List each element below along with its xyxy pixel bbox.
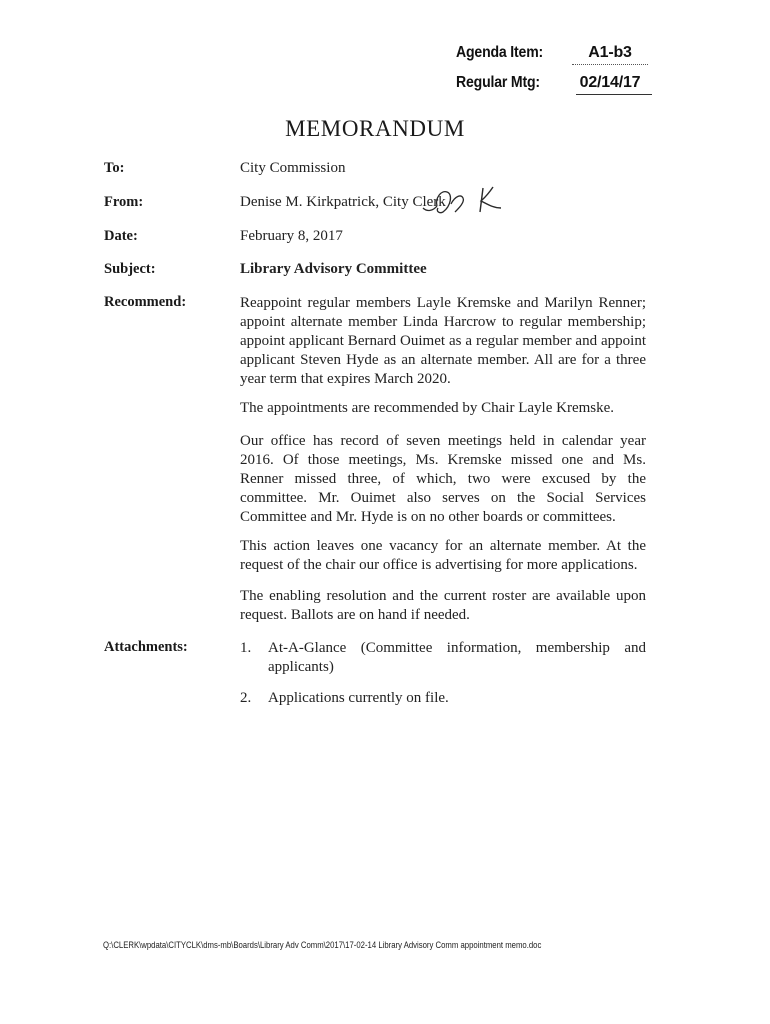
recommend-paragraph-vacancy (240, 537, 646, 575)
recommend-label: Recommend: (104, 294, 187, 310)
text-line: Our office has record of seven meetings held in calendar year (240, 433, 646, 449)
recommend-paragraph-chair (240, 399, 646, 418)
recommend-paragraph-appointments (240, 294, 646, 389)
date-label: Date: (104, 228, 138, 244)
regular-meeting-underline (576, 94, 652, 95)
attachment-text (268, 639, 646, 677)
agenda-item-label: Agenda Item: (456, 44, 544, 61)
regular-meeting-label: Regular Mtg: (456, 74, 540, 91)
clerk-initials-signature (421, 184, 505, 218)
text-line: applicant Steven Hyde as an alternate member. All are for a three (240, 352, 646, 368)
text-line: 2016. Of those meetings, Ms. Kremske missed one and Ms. (240, 452, 646, 468)
date-value: February 8, 2017 (240, 228, 343, 244)
memo-title: MEMORANDUM (285, 116, 465, 141)
attachments-label: Attachments: (104, 639, 188, 655)
subject-label: Subject: (104, 261, 156, 277)
to-value: City Commission (240, 160, 346, 176)
from-label: From: (104, 194, 144, 210)
to-label: To: (104, 160, 125, 176)
from-value: Denise M. Kirkpatrick, City Clerk (240, 194, 446, 210)
text-line: Renner missed three, of which, two were excused by the (240, 471, 646, 487)
text-line: year term that expires March 2020. (240, 371, 451, 387)
text-line: Applications currently on file. (268, 690, 449, 706)
recommend-paragraph-resolution (240, 587, 646, 625)
text-line: The enabling resolution and the current roster are available upon (240, 588, 646, 604)
text-line: At-A-Glance (Committee information, membership and (268, 640, 646, 656)
text-line: This action leaves one vacancy for an alternate member. At the (240, 538, 646, 554)
subject-value: Library Advisory Committee (240, 261, 427, 277)
text-line: appoint applicant Bernard Ouimet as a regular member and appoint (240, 333, 646, 349)
text-line: Reappoint regular members Layle Kremske and Marilyn Renner; (240, 295, 646, 311)
text-line: committee. Mr. Ouimet also serves on the Social Services (240, 490, 646, 506)
recommend-paragraph-attendance (240, 432, 646, 527)
attachment-number: 2. (240, 690, 252, 706)
agenda-item-value: A1-b3 (588, 44, 632, 61)
file-path-footer: Q:\CLERK\wpdata\CITYCLK\dms-mb\Boards\Library Adv Comm\2017\17-02-14 Library Advisory Comm appointment memo.doc (103, 940, 542, 950)
text-line: request. Ballots are on hand if needed. (240, 607, 470, 623)
attachment-number: 1. (240, 640, 252, 656)
text-line: applicants) (268, 659, 334, 675)
text-line: request of the chair our office is advertising for more applications. (240, 557, 638, 573)
text-line: The appointments are recommended by Chair Layle Kremske. (240, 400, 615, 416)
regular-meeting-value: 02/14/17 (579, 74, 641, 91)
attachment-text (268, 689, 646, 708)
text-line: appoint alternate member Linda Harcrow to regular membership; (240, 314, 646, 330)
text-line: Committee and Mr. Hyde is on no other boards or committees. (240, 509, 616, 525)
agenda-item-underline (572, 64, 648, 65)
